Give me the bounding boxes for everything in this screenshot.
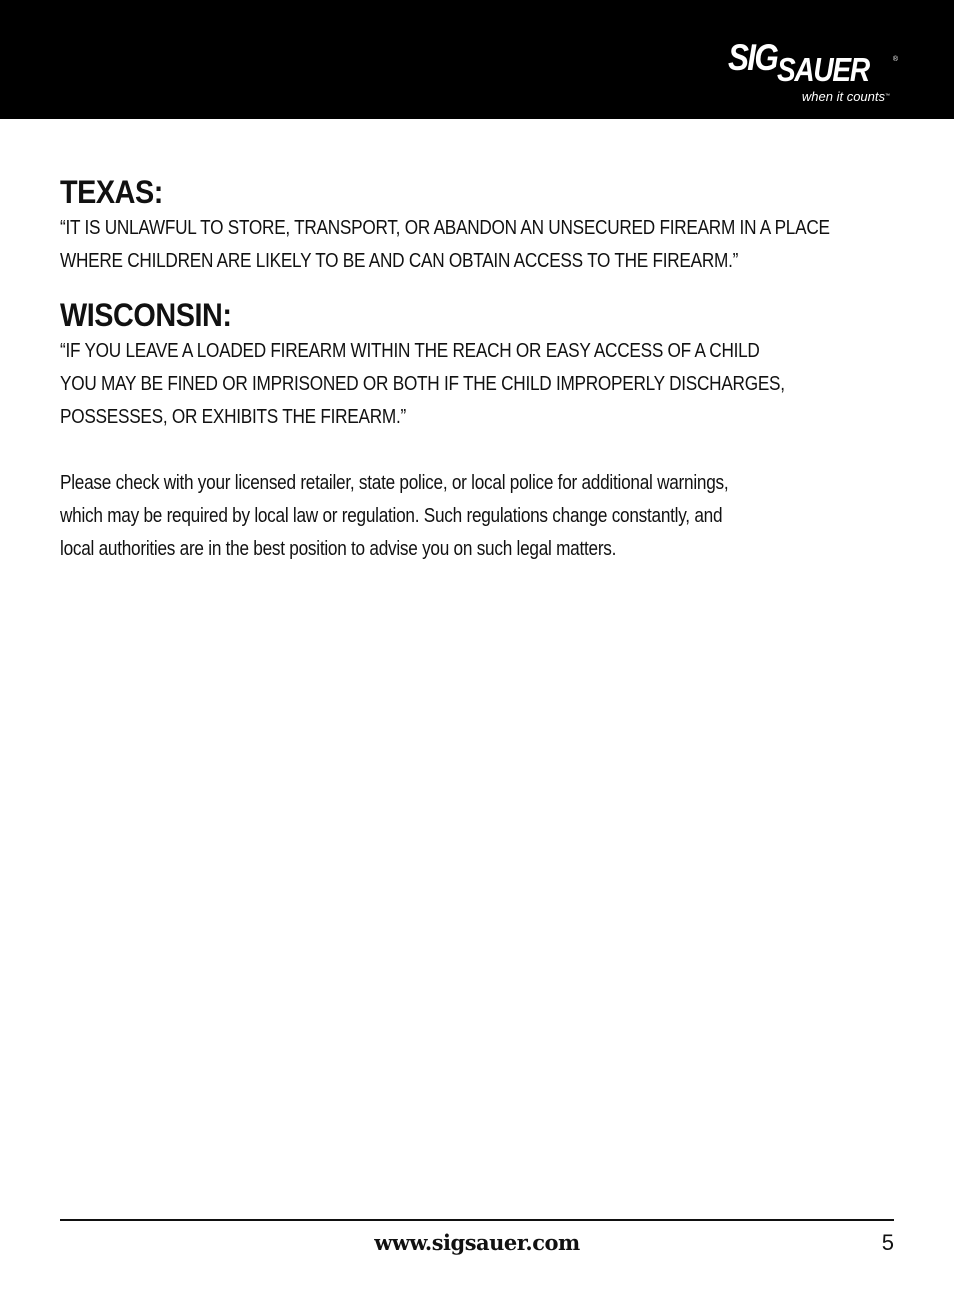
wisconsin-law-line: “IF YOU LEAVE A LOADED FIREARM WITHIN THE REACH OR EASY ACCESS OF A CHILD [60,340,760,362]
wisconsin-law-text [60,335,785,434]
footer-website-url: www.sigsauer.com [374,1230,580,1255]
logo-tagline-text: when it counts [801,89,885,104]
logo-trademark-mark: ™ [885,93,890,99]
logo-sauer-text: SAUER [777,51,869,88]
wisconsin-section [60,295,894,434]
texas-law-line: WHERE CHILDREN ARE LIKELY TO BE AND CAN OBTAIN ACCESS TO THE FIREARM.” [60,250,739,272]
wisconsin-law-line: POSSESSES, OR EXHIBITS THE FIREARM.” [60,406,406,428]
texas-law-line: “IT IS UNLAWFUL TO STORE, TRANSPORT, OR ABANDON AN UNSECURED FIREARM IN A PLACE [60,217,830,239]
logo-sig-text: SIG [728,37,778,78]
texas-heading: TEXAS: [60,174,163,210]
texas-section [60,172,894,278]
logo-registered-mark: ® [892,56,898,63]
logo-tagline [802,89,890,104]
texas-law-text [60,212,830,278]
main-content [60,172,894,566]
footer-divider [60,1219,894,1221]
note-line: which may be required by local law or regulation. Such regulations change constantly, and [60,505,723,527]
note-line: Please check with your licensed retailer, state police, or local police for additional warnings, [60,472,729,494]
sig-sauer-logo [726,38,896,108]
header-bar [0,0,954,119]
note-line: local authorities are in the best position to advise you on such legal matters. [60,538,617,560]
wisconsin-heading: WISCONSIN: [60,297,232,333]
wisconsin-law-line: YOU MAY BE FINED OR IMPRISONED OR BOTH IF THE CHILD IMPROPERLY DISCHARGES, [60,373,785,395]
page-number: 5 [881,1230,894,1255]
legal-advice-note [60,467,777,566]
